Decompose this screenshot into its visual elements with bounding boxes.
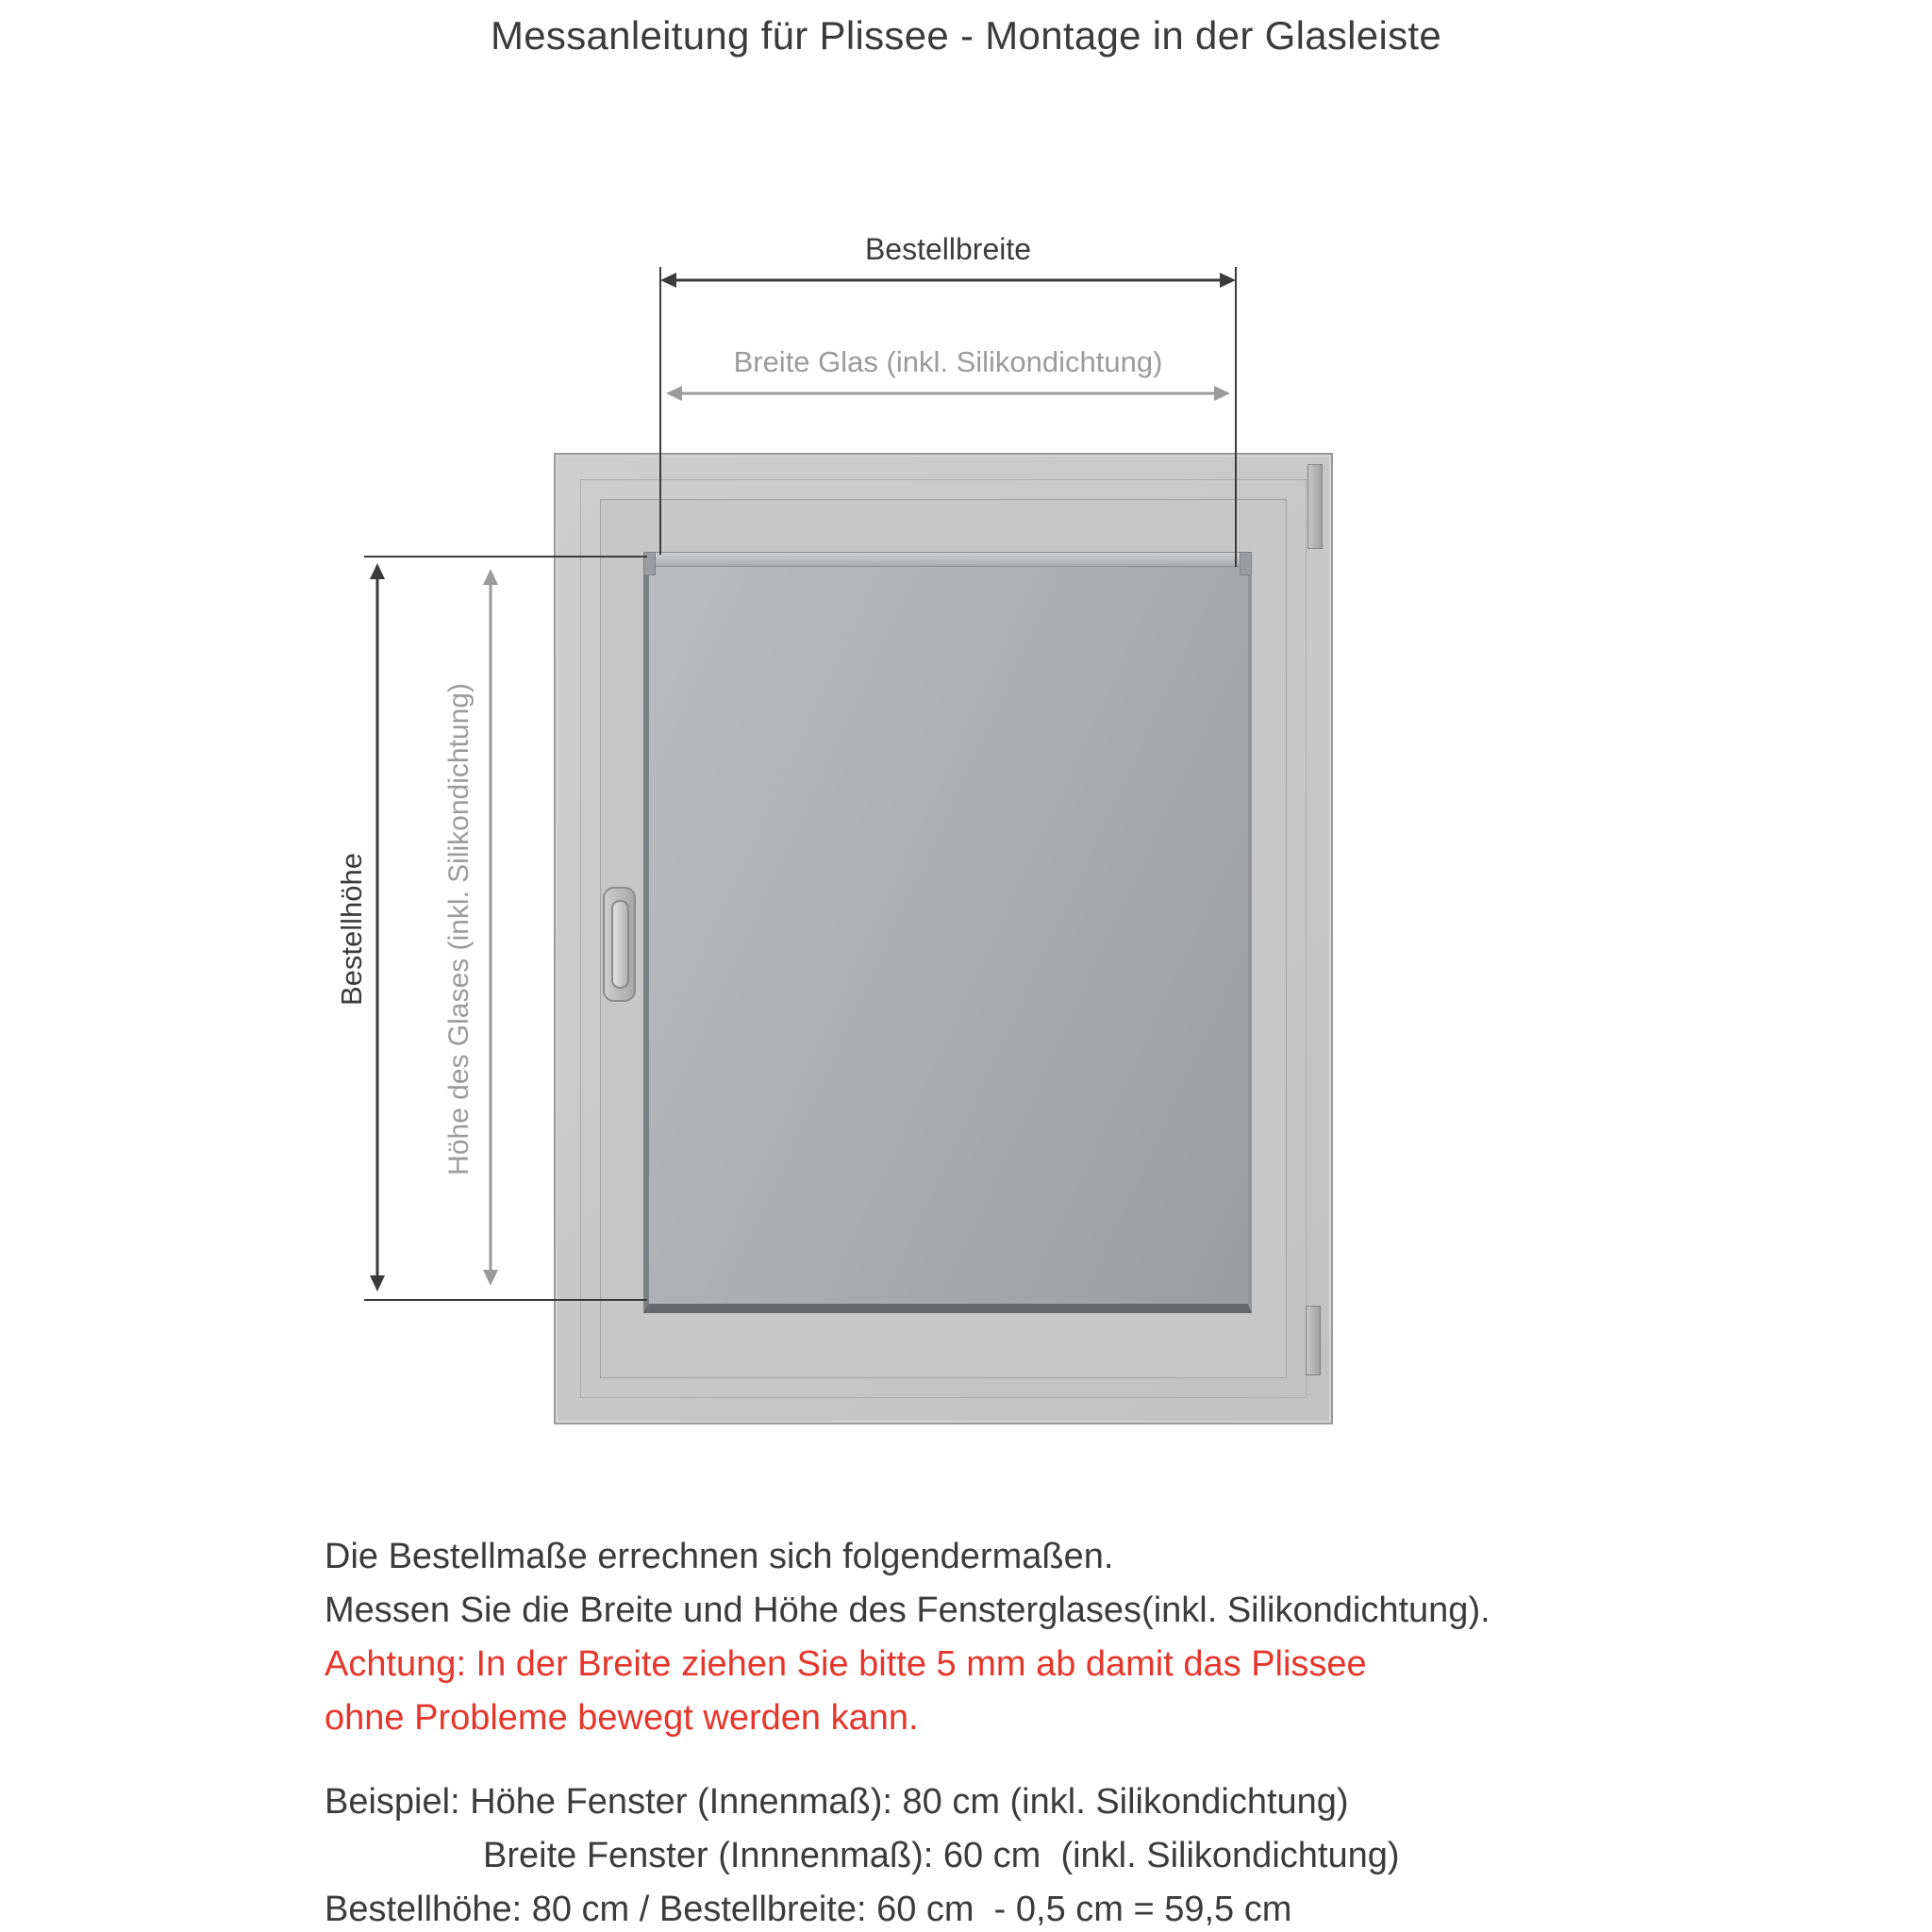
label-order-height: Bestellhöhe <box>335 852 368 1007</box>
example-line-3: Bestellhöhe: 80 cm / Bestellbreite: 60 cm - 0,5 cm = 59,5 cm <box>325 1890 1292 1929</box>
order-width-arrowheads <box>660 273 1236 288</box>
attention-line-2: ohne Probleme bewegt werden kann. <box>325 1698 919 1738</box>
rail-end-cap-right <box>1240 552 1252 575</box>
example-line-2: Breite Fenster (Innnenmaß): 60 cm (inkl. Silikondichtung) <box>483 1836 1400 1875</box>
instruction-line-2: Messen Sie die Breite und Höhe des Fensterglases(inkl. Silikondichtung). <box>325 1591 1491 1630</box>
window-handle <box>603 887 636 1002</box>
order-height-arrowheads <box>370 563 385 1291</box>
instructions-text <box>325 1530 1491 1932</box>
label-order-width: Bestellbreite <box>864 232 1032 266</box>
hinge-top-icon <box>1307 464 1323 549</box>
instruction-line-1: Die Bestellmaße errechnen sich folgendermaßen. <box>325 1537 1114 1576</box>
plissee-top-rail <box>643 552 1252 567</box>
page-title: Messanleitung für Plissee - Montage in der Glasleiste <box>490 13 1442 58</box>
hinge-bottom-icon <box>1306 1306 1321 1375</box>
window-glass <box>643 552 1252 1313</box>
rail-end-cap-left <box>643 552 656 575</box>
label-glass-width: Breite Glas (inkl. Silikondichtung) <box>733 345 1163 378</box>
example-line-1: Beispiel: Höhe Fenster (Innenmaß): 80 cm (inkl. Silikondichtung) <box>325 1782 1349 1822</box>
glass-width-arrowheads <box>666 386 1230 401</box>
window-frame <box>554 453 1333 1424</box>
glass-height-arrowheads <box>483 569 498 1286</box>
label-glass-height: Höhe des Glases (inkl. Silikondichtung) <box>443 683 475 1175</box>
window-handle-grip <box>611 900 629 989</box>
attention-line-1: Achtung: In der Breite ziehen Sie bitte 5 mm ab damit das Plissee <box>325 1644 1367 1684</box>
